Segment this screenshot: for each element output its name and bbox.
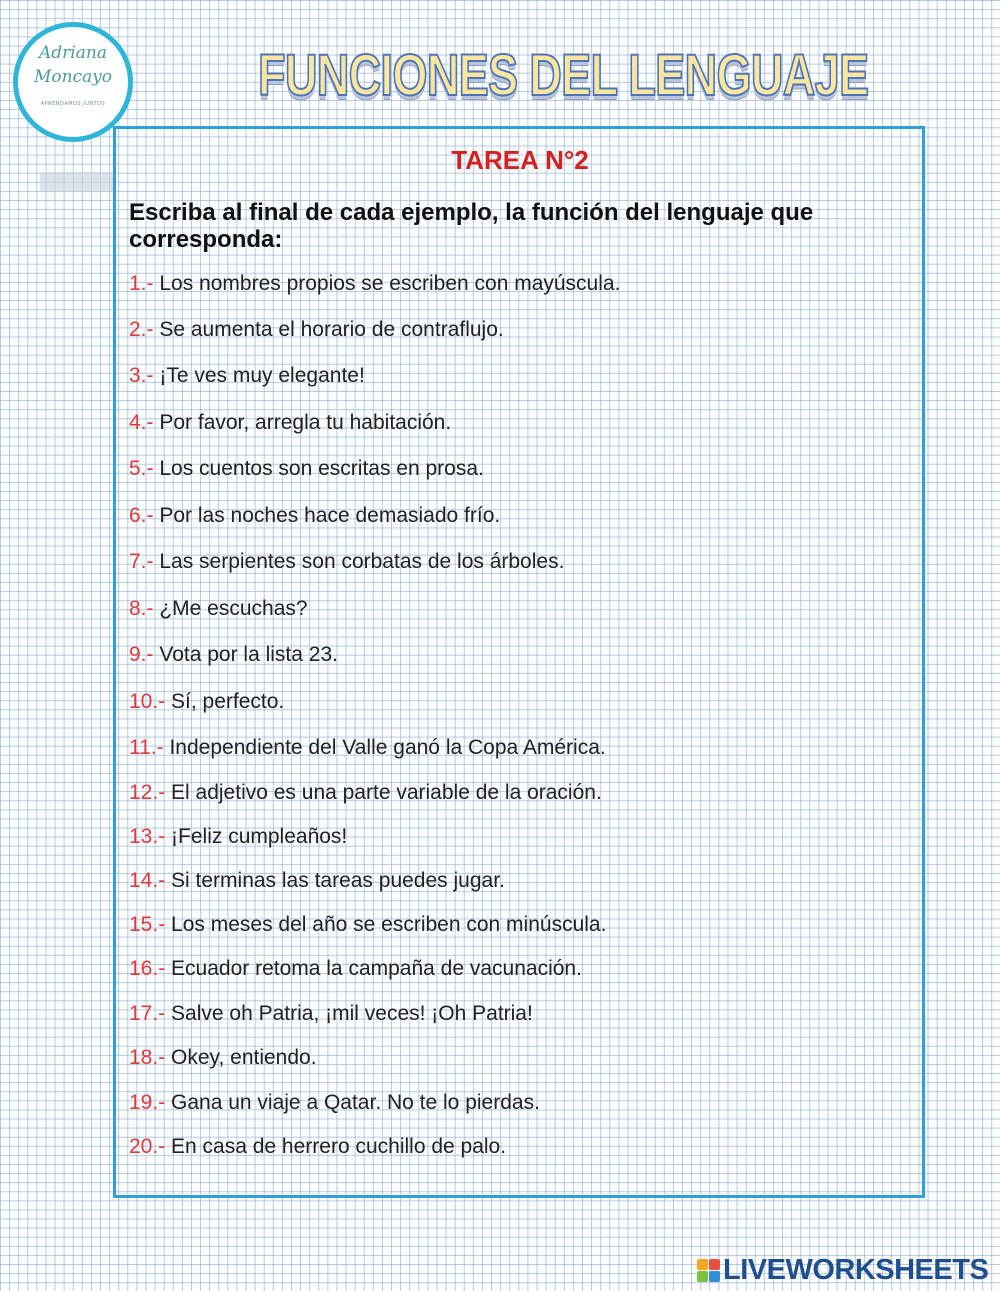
liveworksheets-brand: LIVEWORKSHEETS [723, 1253, 989, 1286]
item-text: Gana un viaje a Qatar. No te lo pierdas. [165, 1091, 540, 1114]
exercise-item [129, 457, 484, 481]
logo-tagline: APRENDAMOS JUNTOS [40, 101, 106, 107]
exercise-item [129, 1046, 317, 1070]
logo-line-2: Moncayo [33, 67, 113, 87]
item-text: Sí, perfecto. [165, 690, 285, 713]
exercise-item [129, 913, 606, 937]
item-text: Se aumenta el horario de contraflujo. [153, 318, 504, 341]
item-number: 19.- [129, 1091, 166, 1114]
item-text: Los cuentos son escritas en prosa. [153, 457, 484, 480]
item-text: Los meses del año se escriben con minúscula. [165, 913, 607, 936]
item-text: El adjetivo es una parte variable de la oración. [165, 781, 602, 804]
item-number: 3.- [129, 364, 154, 387]
item-number: 8.- [129, 597, 154, 620]
exercise-item [129, 364, 365, 388]
item-number: 16.- [129, 957, 166, 980]
liveworksheets-icon [697, 1259, 720, 1282]
instruction-text: Escriba al final de cada ejemplo, la función del lenguaje que corresponda: [129, 199, 814, 253]
exercise-item [129, 411, 451, 435]
exercise-item [129, 272, 620, 296]
item-text: Okey, entiendo. [165, 1046, 317, 1069]
item-number: 12.- [129, 781, 166, 804]
item-text: Ecuador retoma la campaña de vacunación. [165, 957, 582, 980]
item-number: 15.- [129, 913, 166, 936]
item-text: Por las noches hace demasiado frío. [153, 504, 501, 527]
item-text: ¿Me escuchas? [153, 597, 308, 620]
task-subtitle: TAREA N°2 [451, 145, 589, 175]
item-text: Salve oh Patria, ¡mil veces! ¡Oh Patria! [165, 1002, 533, 1025]
item-number: 10.- [129, 690, 166, 713]
item-number: 20.- [129, 1135, 166, 1158]
exercise-item [129, 957, 582, 981]
exercise-item [129, 869, 505, 893]
item-number: 9.- [129, 643, 154, 666]
item-number: 1.- [129, 272, 154, 295]
logo-line-1: Adriana [39, 43, 107, 63]
item-text: ¡Te ves muy elegante! [153, 364, 365, 387]
exercise-item [129, 781, 602, 805]
exercise-item [129, 318, 504, 342]
exercise-item [129, 597, 308, 621]
exercise-item [129, 1002, 533, 1026]
item-text: Si terminas las tareas puedes jugar. [165, 869, 505, 892]
item-text: Las serpientes son corbatas de los árboles. [153, 550, 565, 573]
exercise-item [129, 643, 338, 667]
item-number: 5.- [129, 457, 154, 480]
item-text: Vota por la lista 23. [153, 643, 338, 666]
exercise-item [129, 550, 564, 574]
exercise-item [129, 736, 606, 760]
item-number: 6.- [129, 504, 154, 527]
item-number: 17.- [129, 1002, 166, 1025]
item-number: 2.- [129, 318, 154, 341]
exercise-item [129, 504, 500, 528]
author-logo [13, 22, 133, 142]
exercise-item [129, 690, 284, 714]
item-text: En casa de herrero cuchillo de palo. [165, 1135, 507, 1158]
page-title: FUNCIONES DEL LENGUAJE [258, 43, 869, 108]
item-number: 13.- [129, 825, 166, 848]
exercise-item [129, 825, 347, 849]
liveworksheets-logo[interactable] [697, 1253, 988, 1287]
item-text: Por favor, arregla tu habitación. [153, 411, 452, 434]
item-text: ¡Feliz cumpleaños! [165, 825, 348, 848]
item-number: 14.- [129, 869, 166, 892]
exercise-item [129, 1091, 540, 1115]
item-text: Independiente del Valle ganó la Copa América. [163, 736, 606, 759]
item-number: 7.- [129, 550, 154, 573]
item-text: Los nombres propios se escriben con mayúscula. [153, 272, 621, 295]
exercise-item [129, 1135, 506, 1159]
item-number: 4.- [129, 411, 154, 434]
item-number: 18.- [129, 1046, 166, 1069]
item-number: 11.- [129, 736, 164, 759]
